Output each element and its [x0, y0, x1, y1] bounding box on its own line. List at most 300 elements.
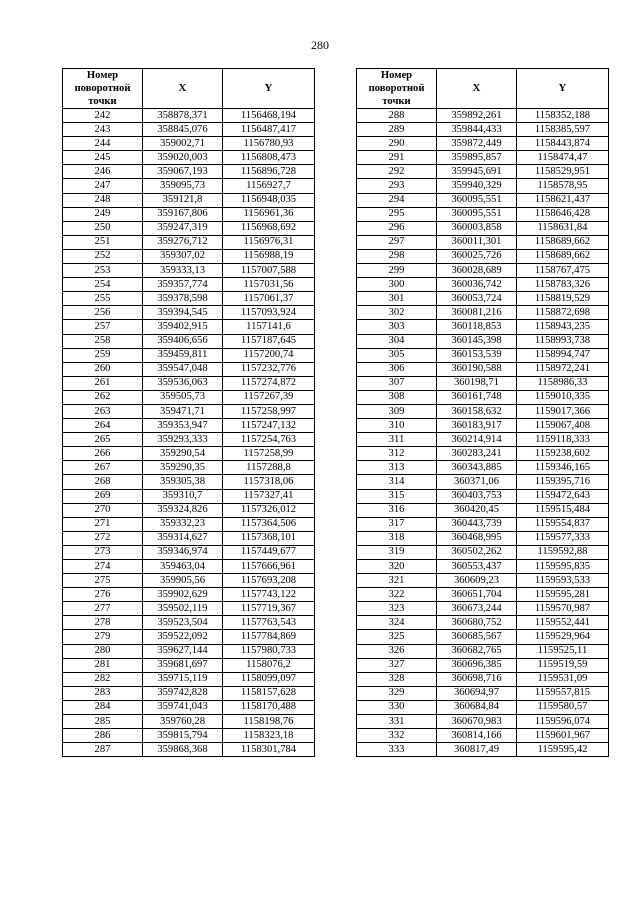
x-cell: 360502,262 [437, 545, 517, 559]
y-cell: 1157693,208 [223, 574, 315, 588]
table-row [357, 447, 609, 461]
point-number-cell: 316 [357, 503, 437, 517]
point-number-cell: 258 [63, 334, 143, 348]
point-number-cell: 268 [63, 475, 143, 489]
x-cell: 359459,811 [143, 348, 223, 362]
table-row [357, 503, 609, 517]
point-number-cell: 317 [357, 517, 437, 531]
table-row [63, 165, 315, 179]
table-row [63, 292, 315, 306]
point-number-cell: 278 [63, 616, 143, 630]
point-number-cell: 270 [63, 503, 143, 517]
x-cell: 359067,193 [143, 165, 223, 179]
x-cell: 360118,853 [437, 320, 517, 334]
y-cell: 1158994,747 [517, 348, 609, 362]
y-cell: 1159395,716 [517, 475, 609, 489]
table-row [357, 433, 609, 447]
table-row [357, 616, 609, 630]
table-row [357, 362, 609, 376]
table-row [63, 193, 315, 207]
point-number-cell: 247 [63, 179, 143, 193]
y-cell: 1157141,6 [223, 320, 315, 334]
x-cell: 359378,598 [143, 292, 223, 306]
x-cell: 359523,504 [143, 616, 223, 630]
x-cell: 359305,38 [143, 475, 223, 489]
point-number-cell: 312 [357, 447, 437, 461]
x-cell: 360053,724 [437, 292, 517, 306]
table-row [63, 700, 315, 714]
point-number-cell: 293 [357, 179, 437, 193]
x-cell: 360670,983 [437, 715, 517, 729]
table-row [357, 475, 609, 489]
x-cell: 360183,917 [437, 419, 517, 433]
table-row [63, 743, 315, 757]
table-row [357, 123, 609, 137]
point-number-cell: 243 [63, 123, 143, 137]
y-cell: 1156968,692 [223, 221, 315, 235]
point-number-cell: 295 [357, 207, 437, 221]
table-row [357, 334, 609, 348]
table-header-row [63, 69, 315, 109]
table-row [357, 376, 609, 390]
x-cell: 359332,23 [143, 517, 223, 531]
y-cell: 1157258,99 [223, 447, 315, 461]
table-row [63, 419, 315, 433]
x-cell: 359247,319 [143, 221, 223, 235]
table-row [357, 207, 609, 221]
table-row [63, 517, 315, 531]
table-row [63, 630, 315, 644]
y-cell: 1158323,18 [223, 729, 315, 743]
table-header-row [357, 69, 609, 109]
y-cell: 1158631,84 [517, 221, 609, 235]
x-cell: 359522,092 [143, 630, 223, 644]
table-row [357, 630, 609, 644]
point-number-cell: 319 [357, 545, 437, 559]
x-cell: 359892,261 [437, 109, 517, 123]
y-cell: 1159595,835 [517, 560, 609, 574]
x-cell: 360158,632 [437, 404, 517, 418]
y-cell: 1158646,428 [517, 207, 609, 221]
point-number-cell: 315 [357, 489, 437, 503]
y-cell: 1158872,698 [517, 306, 609, 320]
x-cell: 360198,71 [437, 376, 517, 390]
point-number-cell: 300 [357, 278, 437, 292]
x-cell: 359905,56 [143, 574, 223, 588]
table-row [63, 235, 315, 249]
point-number-cell: 281 [63, 658, 143, 672]
point-number-cell: 303 [357, 320, 437, 334]
point-number-cell: 244 [63, 137, 143, 151]
x-cell: 359167,806 [143, 207, 223, 221]
x-cell: 360003,858 [437, 221, 517, 235]
point-number-cell: 262 [63, 390, 143, 404]
x-cell: 360651,704 [437, 588, 517, 602]
table-row [357, 165, 609, 179]
x-cell: 359463,04 [143, 560, 223, 574]
table-row [63, 249, 315, 263]
table-row [357, 320, 609, 334]
x-cell: 359394,545 [143, 306, 223, 320]
y-cell: 1158198,76 [223, 715, 315, 729]
point-number-cell: 305 [357, 348, 437, 362]
y-cell: 1158689,662 [517, 249, 609, 263]
point-number-cell: 263 [63, 404, 143, 418]
x-cell: 359502,119 [143, 602, 223, 616]
y-cell: 1157288,8 [223, 461, 315, 475]
y-cell: 1156487,417 [223, 123, 315, 137]
x-cell: 359307,02 [143, 249, 223, 263]
table-row [63, 179, 315, 193]
y-cell: 1159593,533 [517, 574, 609, 588]
y-cell: 1156896,728 [223, 165, 315, 179]
table-row [357, 419, 609, 433]
x-cell: 359471,71 [143, 404, 223, 418]
point-number-cell: 329 [357, 686, 437, 700]
x-cell: 359547,048 [143, 362, 223, 376]
y-cell: 1159515,484 [517, 503, 609, 517]
x-cell: 360283,241 [437, 447, 517, 461]
table-row [357, 348, 609, 362]
y-cell: 1158767,475 [517, 264, 609, 278]
point-number-cell: 259 [63, 348, 143, 362]
x-cell: 359815,794 [143, 729, 223, 743]
point-number-cell: 249 [63, 207, 143, 221]
y-cell: 1157318,06 [223, 475, 315, 489]
point-number-cell: 298 [357, 249, 437, 263]
x-cell: 359290,35 [143, 461, 223, 475]
table-row [63, 123, 315, 137]
x-cell: 359945,691 [437, 165, 517, 179]
y-cell: 1158157,628 [223, 686, 315, 700]
x-cell: 359020,003 [143, 151, 223, 165]
point-number-cell: 321 [357, 574, 437, 588]
table-row [357, 193, 609, 207]
y-cell: 1157061,37 [223, 292, 315, 306]
point-number-cell: 292 [357, 165, 437, 179]
point-number-cell: 330 [357, 700, 437, 714]
y-cell: 1159519,59 [517, 658, 609, 672]
y-cell: 1158076,2 [223, 658, 315, 672]
x-cell: 360214,914 [437, 433, 517, 447]
point-number-cell: 273 [63, 545, 143, 559]
x-cell: 360684,84 [437, 700, 517, 714]
x-cell: 360081,216 [437, 306, 517, 320]
x-cell: 360685,567 [437, 630, 517, 644]
y-cell: 1157326,012 [223, 503, 315, 517]
table-row [357, 306, 609, 320]
point-number-cell: 287 [63, 743, 143, 757]
table-row [357, 489, 609, 503]
point-number-cell: 299 [357, 264, 437, 278]
y-cell: 1159601,967 [517, 729, 609, 743]
y-cell: 1157258,997 [223, 404, 315, 418]
table-row [357, 235, 609, 249]
y-cell: 1158986,33 [517, 376, 609, 390]
x-cell: 359095,73 [143, 179, 223, 193]
point-number-cell: 271 [63, 517, 143, 531]
table-row [63, 503, 315, 517]
table-row [357, 461, 609, 475]
x-cell: 359902,629 [143, 588, 223, 602]
y-cell: 1158819,529 [517, 292, 609, 306]
x-cell: 359868,368 [143, 743, 223, 757]
table-row [63, 306, 315, 320]
table-row [63, 264, 315, 278]
header-point-number: Номер поворотной точки [63, 69, 143, 109]
y-cell: 1156780,93 [223, 137, 315, 151]
table-row [63, 729, 315, 743]
x-cell: 359324,826 [143, 503, 223, 517]
y-cell: 1158529,951 [517, 165, 609, 179]
y-cell: 1159592,88 [517, 545, 609, 559]
point-number-cell: 276 [63, 588, 143, 602]
x-cell: 360095,551 [437, 207, 517, 221]
point-number-cell: 318 [357, 531, 437, 545]
point-number-cell: 325 [357, 630, 437, 644]
x-cell: 360694,97 [437, 686, 517, 700]
x-cell: 359314,627 [143, 531, 223, 545]
point-number-cell: 332 [357, 729, 437, 743]
y-cell: 1158993,738 [517, 334, 609, 348]
table-row [63, 560, 315, 574]
table-row [357, 404, 609, 418]
page-number: 280 [311, 38, 329, 52]
table-row [63, 221, 315, 235]
table-row [63, 644, 315, 658]
point-number-cell: 282 [63, 672, 143, 686]
x-cell: 360682,765 [437, 644, 517, 658]
table-row [63, 404, 315, 418]
table-row [357, 109, 609, 123]
y-cell: 1157666,961 [223, 560, 315, 574]
table-row [357, 137, 609, 151]
point-number-cell: 288 [357, 109, 437, 123]
y-cell: 1159595,281 [517, 588, 609, 602]
y-cell: 1157743,122 [223, 588, 315, 602]
x-cell: 359627,144 [143, 644, 223, 658]
x-cell: 359276,712 [143, 235, 223, 249]
y-cell: 1159010,335 [517, 390, 609, 404]
point-number-cell: 327 [357, 658, 437, 672]
table-row [357, 221, 609, 235]
x-cell: 360025,726 [437, 249, 517, 263]
table-row [357, 151, 609, 165]
x-cell: 359681,697 [143, 658, 223, 672]
table-row [63, 151, 315, 165]
table-row [63, 334, 315, 348]
point-number-cell: 320 [357, 560, 437, 574]
point-number-cell: 323 [357, 602, 437, 616]
point-number-cell: 257 [63, 320, 143, 334]
point-number-cell: 253 [63, 264, 143, 278]
point-number-cell: 274 [63, 560, 143, 574]
x-cell: 359290,54 [143, 447, 223, 461]
x-cell: 359536,063 [143, 376, 223, 390]
point-number-cell: 313 [357, 461, 437, 475]
y-cell: 1157007,588 [223, 264, 315, 278]
table-row [357, 292, 609, 306]
x-cell: 360343,885 [437, 461, 517, 475]
table-row [63, 390, 315, 404]
table-row [63, 574, 315, 588]
point-number-cell: 294 [357, 193, 437, 207]
x-cell: 359505,73 [143, 390, 223, 404]
table-row [357, 390, 609, 404]
table-row [357, 658, 609, 672]
x-cell: 360673,244 [437, 602, 517, 616]
y-cell: 1157784,869 [223, 630, 315, 644]
table-row [63, 531, 315, 545]
x-cell: 360153,539 [437, 348, 517, 362]
table-row [63, 602, 315, 616]
point-number-cell: 284 [63, 700, 143, 714]
y-cell: 1156961,36 [223, 207, 315, 221]
x-cell: 360814,166 [437, 729, 517, 743]
table-row [63, 207, 315, 221]
x-cell: 360698,716 [437, 672, 517, 686]
table-row [63, 109, 315, 123]
x-cell: 360028,689 [437, 264, 517, 278]
y-cell: 1158972,241 [517, 362, 609, 376]
table-row [63, 588, 315, 602]
point-number-cell: 280 [63, 644, 143, 658]
x-cell: 360190,588 [437, 362, 517, 376]
x-cell: 358878,371 [143, 109, 223, 123]
table-row [63, 320, 315, 334]
y-cell: 1159525,11 [517, 644, 609, 658]
table-row [63, 686, 315, 700]
table-row [63, 362, 315, 376]
table-row [63, 658, 315, 672]
y-cell: 1156927,7 [223, 179, 315, 193]
point-number-cell: 265 [63, 433, 143, 447]
point-number-cell: 302 [357, 306, 437, 320]
x-cell: 359293,333 [143, 433, 223, 447]
point-number-cell: 308 [357, 390, 437, 404]
y-cell: 1159552,441 [517, 616, 609, 630]
x-cell: 360403,753 [437, 489, 517, 503]
x-cell: 360145,398 [437, 334, 517, 348]
x-cell: 360161,748 [437, 390, 517, 404]
point-number-cell: 307 [357, 376, 437, 390]
table-row [63, 137, 315, 151]
y-cell: 1159570,987 [517, 602, 609, 616]
point-number-cell: 283 [63, 686, 143, 700]
table-row [357, 278, 609, 292]
point-number-cell: 250 [63, 221, 143, 235]
point-number-cell: 311 [357, 433, 437, 447]
header-point-number: Номер поворотной точки [357, 69, 437, 109]
x-cell: 359741,043 [143, 700, 223, 714]
y-cell: 1157327,41 [223, 489, 315, 503]
table-row [63, 475, 315, 489]
coordinates-table-right [356, 68, 609, 757]
y-cell: 1157719,367 [223, 602, 315, 616]
y-cell: 1159067,408 [517, 419, 609, 433]
y-cell: 1159557,815 [517, 686, 609, 700]
y-cell: 1159580,57 [517, 700, 609, 714]
x-cell: 360609,23 [437, 574, 517, 588]
x-cell: 359742,828 [143, 686, 223, 700]
y-cell: 1159554,837 [517, 517, 609, 531]
point-number-cell: 272 [63, 531, 143, 545]
y-cell: 1157247,132 [223, 419, 315, 433]
x-cell: 359121,8 [143, 193, 223, 207]
y-cell: 1157274,872 [223, 376, 315, 390]
y-cell: 1156468,194 [223, 109, 315, 123]
y-cell: 1159238,602 [517, 447, 609, 461]
y-cell: 1158474,47 [517, 151, 609, 165]
x-cell: 359844,433 [437, 123, 517, 137]
table-row [63, 489, 315, 503]
table-row [63, 348, 315, 362]
x-cell: 359872,449 [437, 137, 517, 151]
table-row [63, 715, 315, 729]
x-cell: 359357,774 [143, 278, 223, 292]
y-cell: 1157449,677 [223, 545, 315, 559]
table-row [357, 574, 609, 588]
point-number-cell: 261 [63, 376, 143, 390]
x-cell: 359940,329 [437, 179, 517, 193]
table-row [63, 545, 315, 559]
point-number-cell: 289 [357, 123, 437, 137]
point-number-cell: 267 [63, 461, 143, 475]
y-cell: 1158689,662 [517, 235, 609, 249]
point-number-cell: 328 [357, 672, 437, 686]
y-cell: 1156808,473 [223, 151, 315, 165]
y-cell: 1158301,784 [223, 743, 315, 757]
x-cell: 359333,13 [143, 264, 223, 278]
point-number-cell: 279 [63, 630, 143, 644]
table-row [63, 278, 315, 292]
table-row [357, 715, 609, 729]
y-cell: 1159595,42 [517, 743, 609, 757]
point-number-cell: 291 [357, 151, 437, 165]
y-cell: 1159472,643 [517, 489, 609, 503]
x-cell: 360553,437 [437, 560, 517, 574]
y-cell: 1157368,101 [223, 531, 315, 545]
point-number-cell: 326 [357, 644, 437, 658]
point-number-cell: 256 [63, 306, 143, 320]
x-cell: 359895,857 [437, 151, 517, 165]
x-cell: 359346,974 [143, 545, 223, 559]
y-cell: 1159017,366 [517, 404, 609, 418]
table-row [63, 672, 315, 686]
table-row [357, 179, 609, 193]
x-cell: 360420,45 [437, 503, 517, 517]
table-row [357, 700, 609, 714]
point-number-cell: 310 [357, 419, 437, 433]
point-number-cell: 333 [357, 743, 437, 757]
y-cell: 1158385,597 [517, 123, 609, 137]
header-y: Y [517, 69, 609, 109]
point-number-cell: 251 [63, 235, 143, 249]
table-row [357, 602, 609, 616]
point-number-cell: 306 [357, 362, 437, 376]
table-row [63, 433, 315, 447]
y-cell: 1158352,188 [517, 109, 609, 123]
table-row [357, 264, 609, 278]
y-cell: 1157031,56 [223, 278, 315, 292]
x-cell: 360696,385 [437, 658, 517, 672]
point-number-cell: 285 [63, 715, 143, 729]
y-cell: 1157980,733 [223, 644, 315, 658]
header-y: Y [223, 69, 315, 109]
point-number-cell: 301 [357, 292, 437, 306]
point-number-cell: 286 [63, 729, 143, 743]
x-cell: 358845,076 [143, 123, 223, 137]
